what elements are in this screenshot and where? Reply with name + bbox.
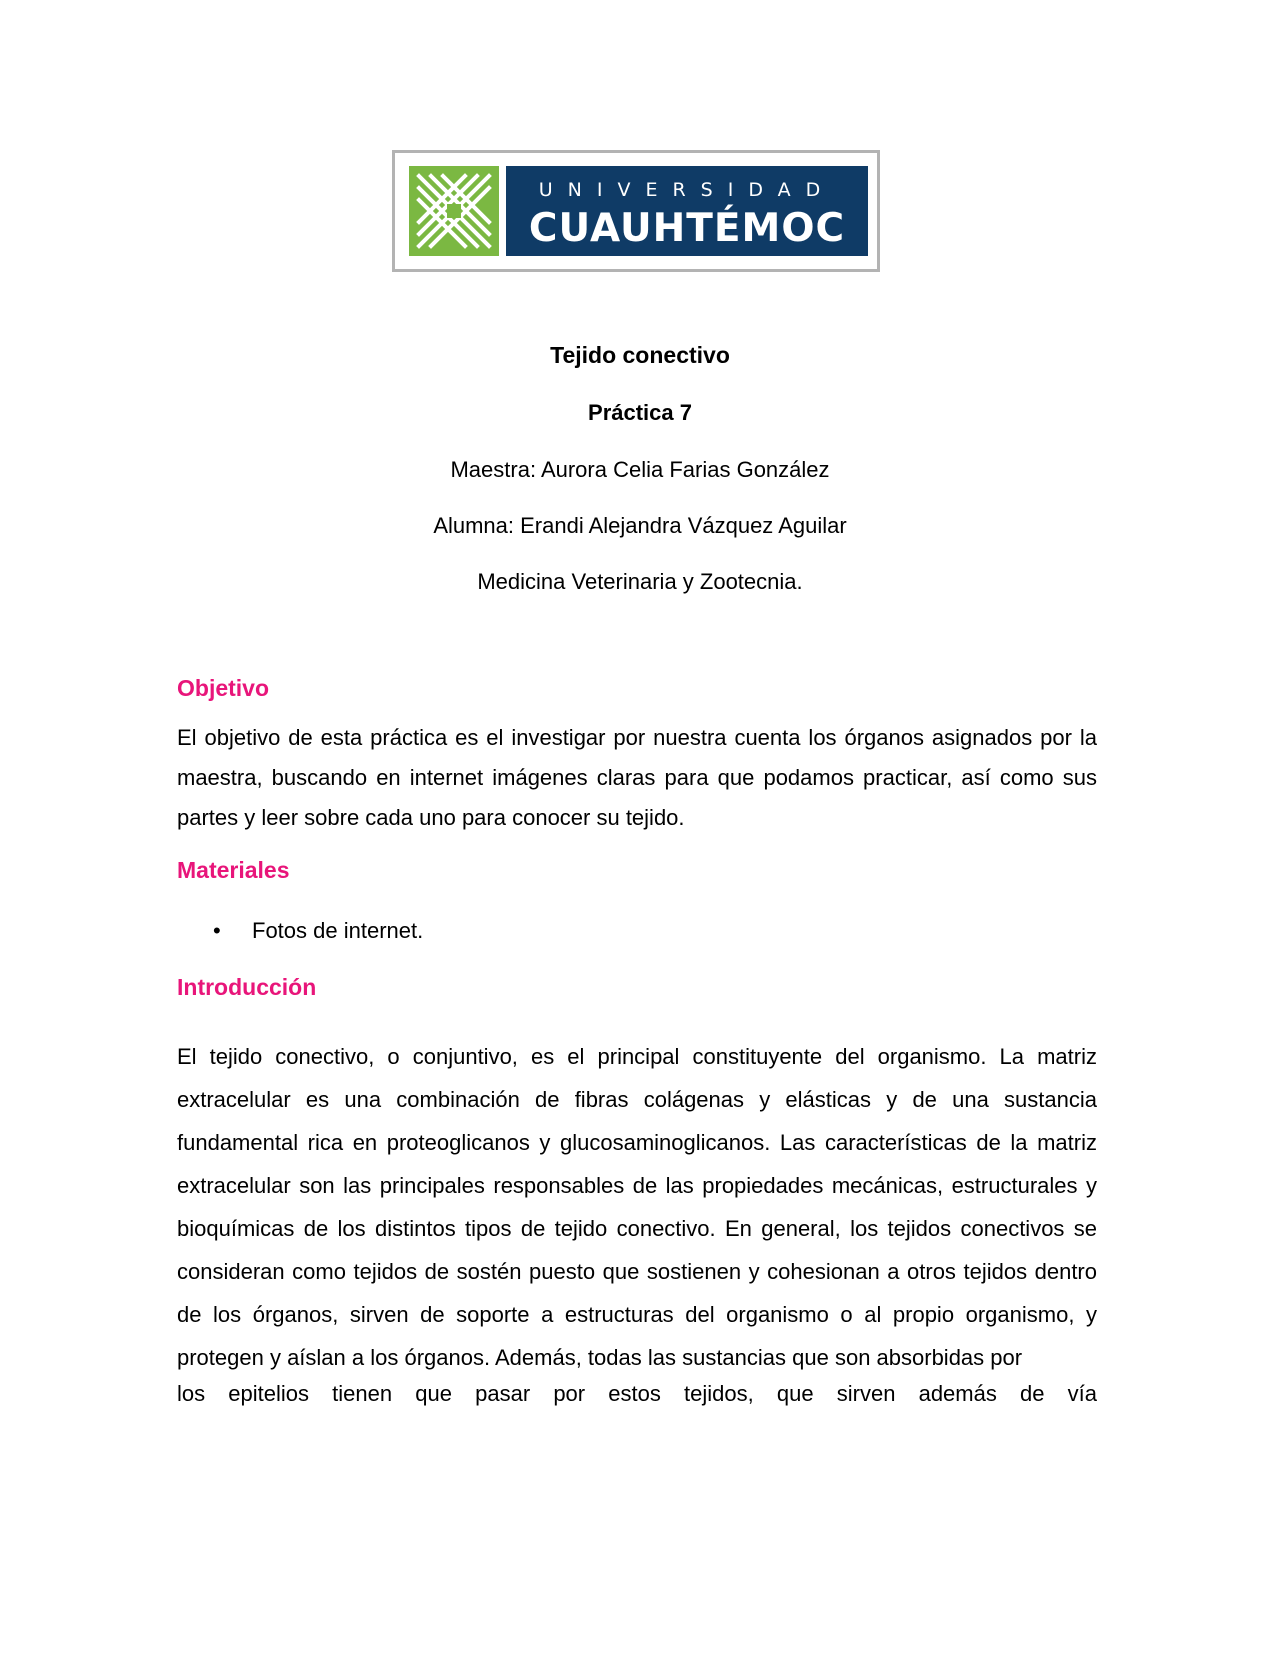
bullet-icon: • [213, 918, 221, 943]
introduccion-last-line: los epitelios tienen que pasar por estos tejidos, que sirven además de vía [177, 1381, 1097, 1406]
introduccion-paragraph: El tejido conectivo, o conjuntivo, es el principal constituyente del organismo. La matriz extracelular es una combinación de fibras colágenas y elásticas y de una sustancia fundamental rica en proteoglicanos y glucosaminoglicanos. Las características de la matriz extracelular son las principales responsables de las propiedades mecánicas, estructurales y bioquímicas de los distintos tipos de tejido conectivo. En general, los tejidos conectivos se consideran como tejidos de sostén puesto que sostienen y cohesionan a otros tejidos dentro de los órganos, sirven de soporte a estructuras del organismo o al propio organismo, y protegen y aíslan a los órganos. Además, todas las sustancias que son absorbidas por [177, 1044, 1097, 1370]
career-line: Medicina Veterinaria y Zootecnia. [477, 569, 803, 594]
university-logo [392, 150, 880, 272]
objetivo-heading: Objetivo [177, 675, 270, 701]
student-line: Alumna: Erandi Alejandra Vázquez Aguilar [433, 513, 847, 538]
logo-line2: CUAUHTÉMOC [528, 206, 846, 251]
logo-line1: UNIVERSIDAD [538, 179, 836, 201]
document-title: Tejido conectivo [550, 342, 730, 368]
introduccion-heading: Introducción [177, 974, 317, 1000]
materiales-heading: Materiales [177, 857, 290, 883]
logo-wordmark [506, 166, 868, 256]
logo-emblem-icon [409, 166, 499, 256]
teacher-line: Maestra: Aurora Celia Farias González [450, 457, 830, 482]
document-subtitle: Práctica 7 [588, 400, 692, 425]
list-item [213, 918, 423, 944]
objetivo-paragraph: El objetivo de esta práctica es el investigar por nuestra cuenta los órganos asignados por la maestra, buscando en internet imágenes claras para que podamos practicar, así como sus partes y leer sobre cada uno para conocer su tejido. [177, 725, 1097, 830]
list-item-text: Fotos de internet. [252, 918, 424, 943]
